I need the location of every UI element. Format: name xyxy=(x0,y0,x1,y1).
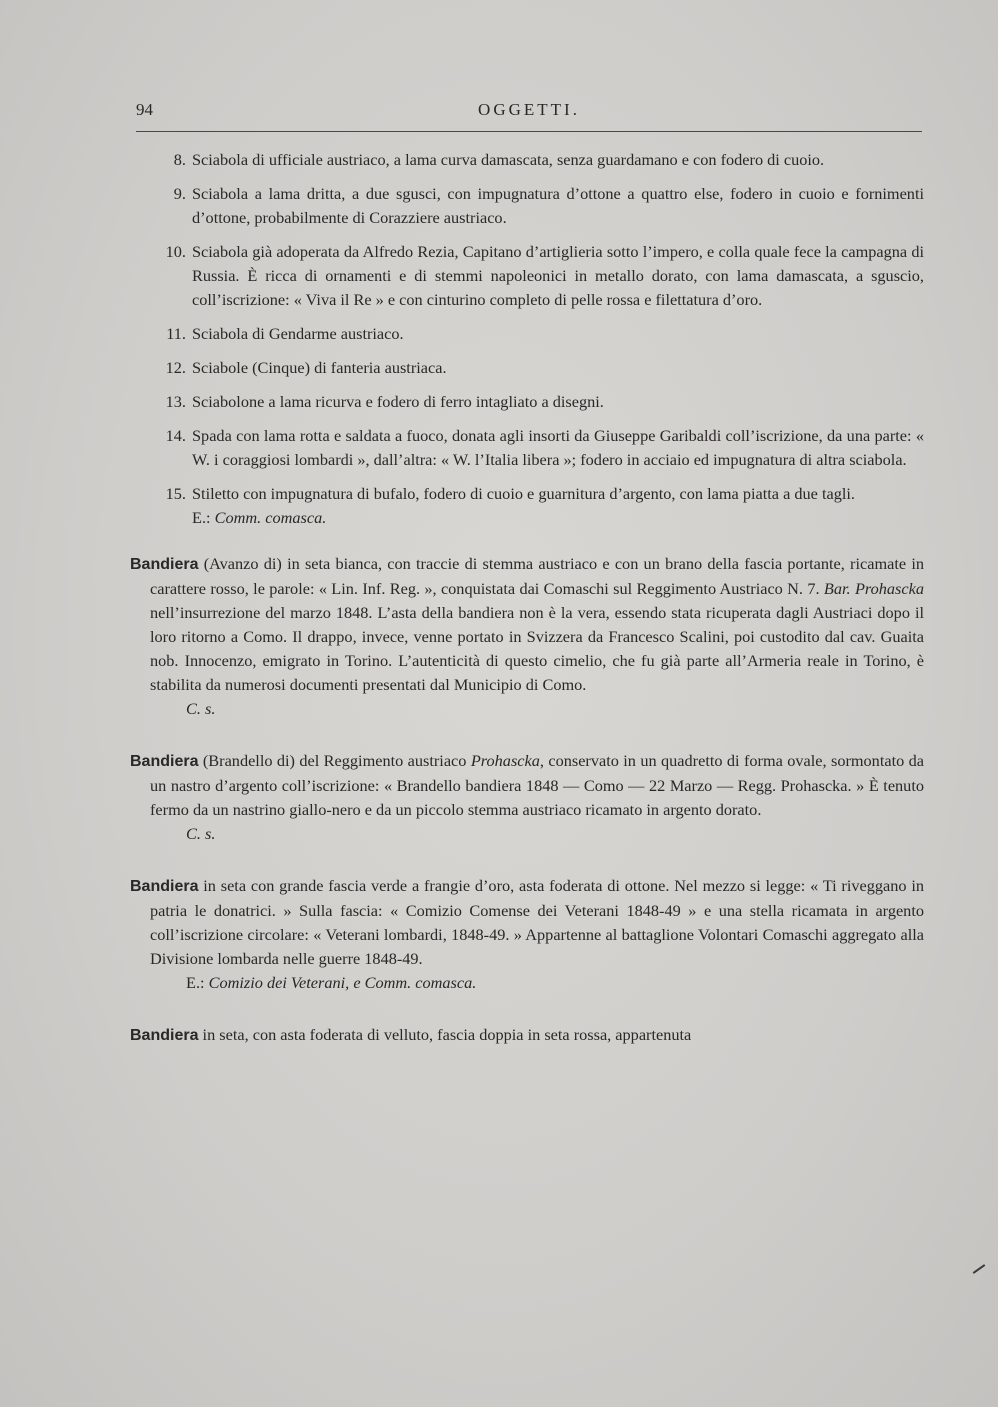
entry-text: (Brandello di) del Reggimento austriaco xyxy=(198,751,471,770)
item-text: Sciabola di Gendarme austriaco. xyxy=(192,324,404,343)
entry-head: Bandiera xyxy=(130,556,199,573)
entry-head: Bandiera xyxy=(130,878,199,895)
entry-italic: Bar. Prohascka xyxy=(823,579,924,598)
catalog-entry xyxy=(130,552,924,721)
item-number: 8. xyxy=(173,150,186,169)
entry-head: Bandiera xyxy=(130,753,199,770)
entry-text: , conservato in un quadretto di forma ovale, sormontato da un nastro d’argento coll’iscrizione: « Brandello bandiera 1848 — Como — 22 Marzo — Regg. Prohascka. » È tenuto fermo da un nastrino giallo-nero e da un piccolo stemma austriaco ricamato in argento dorato. xyxy=(150,751,925,819)
entry-source: C. s. xyxy=(186,824,216,843)
item-text: Sciabola di ufficiale austriaco, a lama curva damascata, senza guardamano e con fodero di cuoio. xyxy=(192,150,825,169)
source-name: Comm. comasca. xyxy=(214,508,327,527)
header-rule xyxy=(136,131,922,132)
list-item xyxy=(130,148,924,172)
entry-text: in seta con grande fascia verde a frangie d’oro, asta foderata di ottone. Nel mezzo si legge: « Ti riveggano in patria le donatrici. » Sulla fascia: « Comizio Comense dei Veterani 1848-49 » e una stella ricamata in argento coll’iscrizione circolare: « Veterani lombardi, 1848-49. » Appartenne al battaglione Volontari Comaschi aggregato alla Divisione lombarda nelle guerre 1848-49. xyxy=(150,876,924,968)
entry-source xyxy=(150,971,924,995)
catalog-entry xyxy=(130,749,924,846)
entry-head: Bandiera xyxy=(130,1027,199,1044)
item-number: 12. xyxy=(165,358,186,377)
item-number: 13. xyxy=(165,392,186,411)
source-prefix: E.: xyxy=(186,973,209,992)
entry-source: C. s. xyxy=(186,699,216,718)
list-item xyxy=(130,424,924,472)
list-item xyxy=(130,390,924,414)
catalog-entry xyxy=(130,1023,924,1048)
numbered-list xyxy=(130,148,924,530)
item-text: Sciabole (Cinque) di fanteria austriaca. xyxy=(192,358,447,377)
item-text: Stiletto con impugnatura di bufalo, fodero di cuoio e guarnitura d’argento, con lama piatta a due tagli. xyxy=(192,484,855,503)
source-prefix: E.: xyxy=(192,508,215,527)
page-header xyxy=(136,100,922,126)
list-item xyxy=(130,322,924,346)
list-item xyxy=(130,240,924,312)
entry-text: (Avanzo di) in seta bianca, con traccie di stemma austriaco e con un brano della fascia portante, ricamate in carattere rosso, le parole: « Lin. Inf. Reg. », conquistata dai Comaschi sul Reggimento Austriaco N. 7. xyxy=(150,554,924,598)
source-name: Comizio dei Veterani, e Comm. comasca. xyxy=(208,973,477,992)
list-item xyxy=(130,182,924,230)
item-text: Sciabola a lama dritta, a due sgusci, con impugnatura d’ottone a quattro else, fodero in cuoio e fornimenti d’ottone, probabilmente di Corazziere austriaco. xyxy=(192,184,924,227)
entry-text: nell’insurrezione del marzo 1848. L’asta della bandiera non è la vera, essendo stata ricuperata dagli Austriaci dopo il loro ritorno a Como. Il drappo, invece, venne portato in Svizzera da Francesco Scalini, poi custodito dal cav. Guaita nob. Innocenzo, emigrato in Torino. L’autenticità di questo cimelio, che fu già parte all’Armeria reale in Torino, è stabilita da numerosi documenti presentati dal Municipio di Como. xyxy=(150,603,924,694)
page-body xyxy=(130,148,924,1048)
item-text: Spada con lama rotta e saldata a fuoco, donata agli insorti da Giuseppe Garibaldi coll’iscrizione, da una parte: « W. i coraggiosi lombardi », dall’altra: « W. l’Italia libera »; fodero in acciaio ed impugnatura di altra sciabola. xyxy=(192,426,924,469)
item-number: 15. xyxy=(165,484,186,503)
item-text: Sciabola già adoperata da Alfredo Rezia, Capitano d’artiglieria sotto l’impero, e colla quale fece la campagna di Russia. È ricca di ornamenti e di stemmi napoleonici in metallo dorato, con lama damascata, a sguscio, coll’iscrizione: « Viva il Re » e con cinturino completo di pelle rossa e filettatura d’oro. xyxy=(192,242,924,309)
scan-artifact xyxy=(973,1264,986,1274)
page-number: 94 xyxy=(136,100,153,119)
item-number: 11. xyxy=(166,324,186,343)
list-item xyxy=(130,482,924,530)
entry-italic: Prohascka xyxy=(470,751,540,770)
item-body xyxy=(192,482,924,530)
item-number: 14. xyxy=(165,426,186,445)
list-item xyxy=(130,356,924,380)
entry-text: in seta, con asta foderata di velluto, fascia doppia in seta rossa, appartenuta xyxy=(198,1025,692,1044)
catalog-entry xyxy=(130,874,924,995)
item-number: 10. xyxy=(165,242,186,261)
item-source xyxy=(192,506,924,530)
item-number: 9. xyxy=(173,184,186,203)
item-text: Sciabolone a lama ricurva e fodero di ferro intagliato a disegni. xyxy=(192,392,604,411)
running-title: OGGETTI. xyxy=(478,100,580,119)
